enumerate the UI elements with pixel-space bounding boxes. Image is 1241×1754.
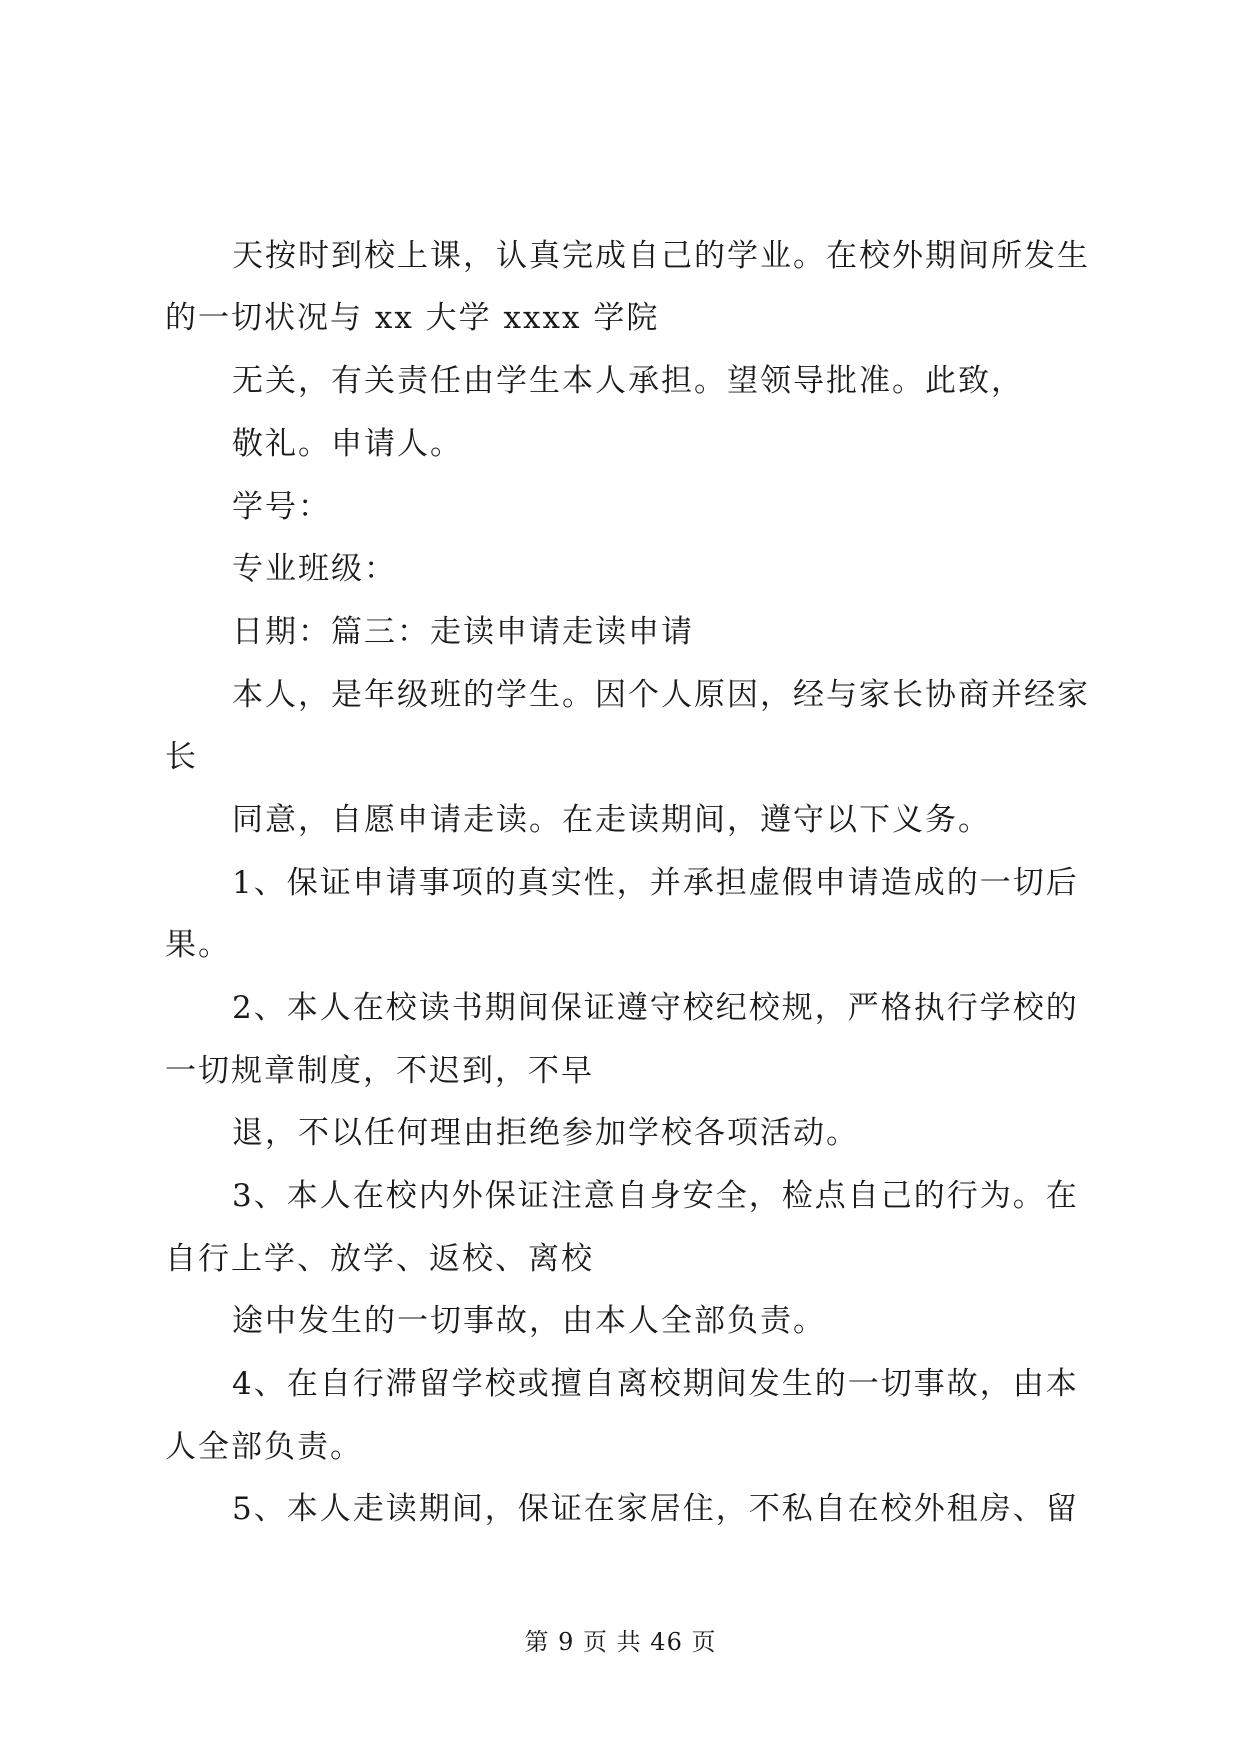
paragraph-line-1: 天按时到校上课，认真完成自己的学业。在校外期间所发生 <box>232 238 1090 274</box>
paragraph-line-9: 长 <box>165 739 198 775</box>
list-item-1-cont: 果。 <box>165 927 231 963</box>
list-item-3: 3、本人在校内外保证注意自身安全，检点自己的行为。在 <box>232 1178 1079 1214</box>
student-id-label: 学号： <box>232 489 331 525</box>
list-item-1: 1、保证申请事项的真实性，并承担虚假申请造成的一切后 <box>232 865 1079 901</box>
paragraph-line-10: 同意，自愿申请走读。在走读期间，遵守以下义务。 <box>232 802 991 838</box>
list-item-3-cont-2: 途中发生的一切事故，由本人全部负责。 <box>232 1303 826 1339</box>
list-item-2-cont: 一切规章制度，不迟到，不早 <box>165 1053 594 1089</box>
list-item-2-cont-2: 退，不以任何理由拒绝参加学校各项活动。 <box>232 1115 859 1151</box>
paragraph-line-2: 的一切状况与 xx 大学 xxxx 学院 <box>165 300 660 336</box>
list-item-4-cont: 人全部负责。 <box>165 1429 363 1465</box>
list-item-4: 4、在自行滞留学校或擅自离校期间发生的一切事故，由本 <box>232 1366 1079 1402</box>
list-item-2: 2、本人在校读书期间保证遵守校纪校规，严格执行学校的 <box>232 990 1079 1026</box>
list-item-3-cont: 自行上学、放学、返校、离校 <box>165 1241 594 1277</box>
class-label: 专业班级： <box>232 551 397 587</box>
paragraph-line-4: 敬礼。申请人。 <box>232 426 463 462</box>
paragraph-line-8: 本人，是年级班的学生。因个人原因，经与家长协商并经家 <box>232 677 1090 713</box>
paragraph-line-3: 无关，有关责任由学生本人承担。望领导批准。此致， <box>232 363 1024 399</box>
list-item-5: 5、本人走读期间，保证在家居住，不私自在校外租房、留 <box>232 1491 1079 1527</box>
date-and-section-title: 日期：篇三：走读申请走读申请 <box>232 614 694 650</box>
page-number-footer: 第 9 页 共 46 页 <box>524 1628 717 1656</box>
